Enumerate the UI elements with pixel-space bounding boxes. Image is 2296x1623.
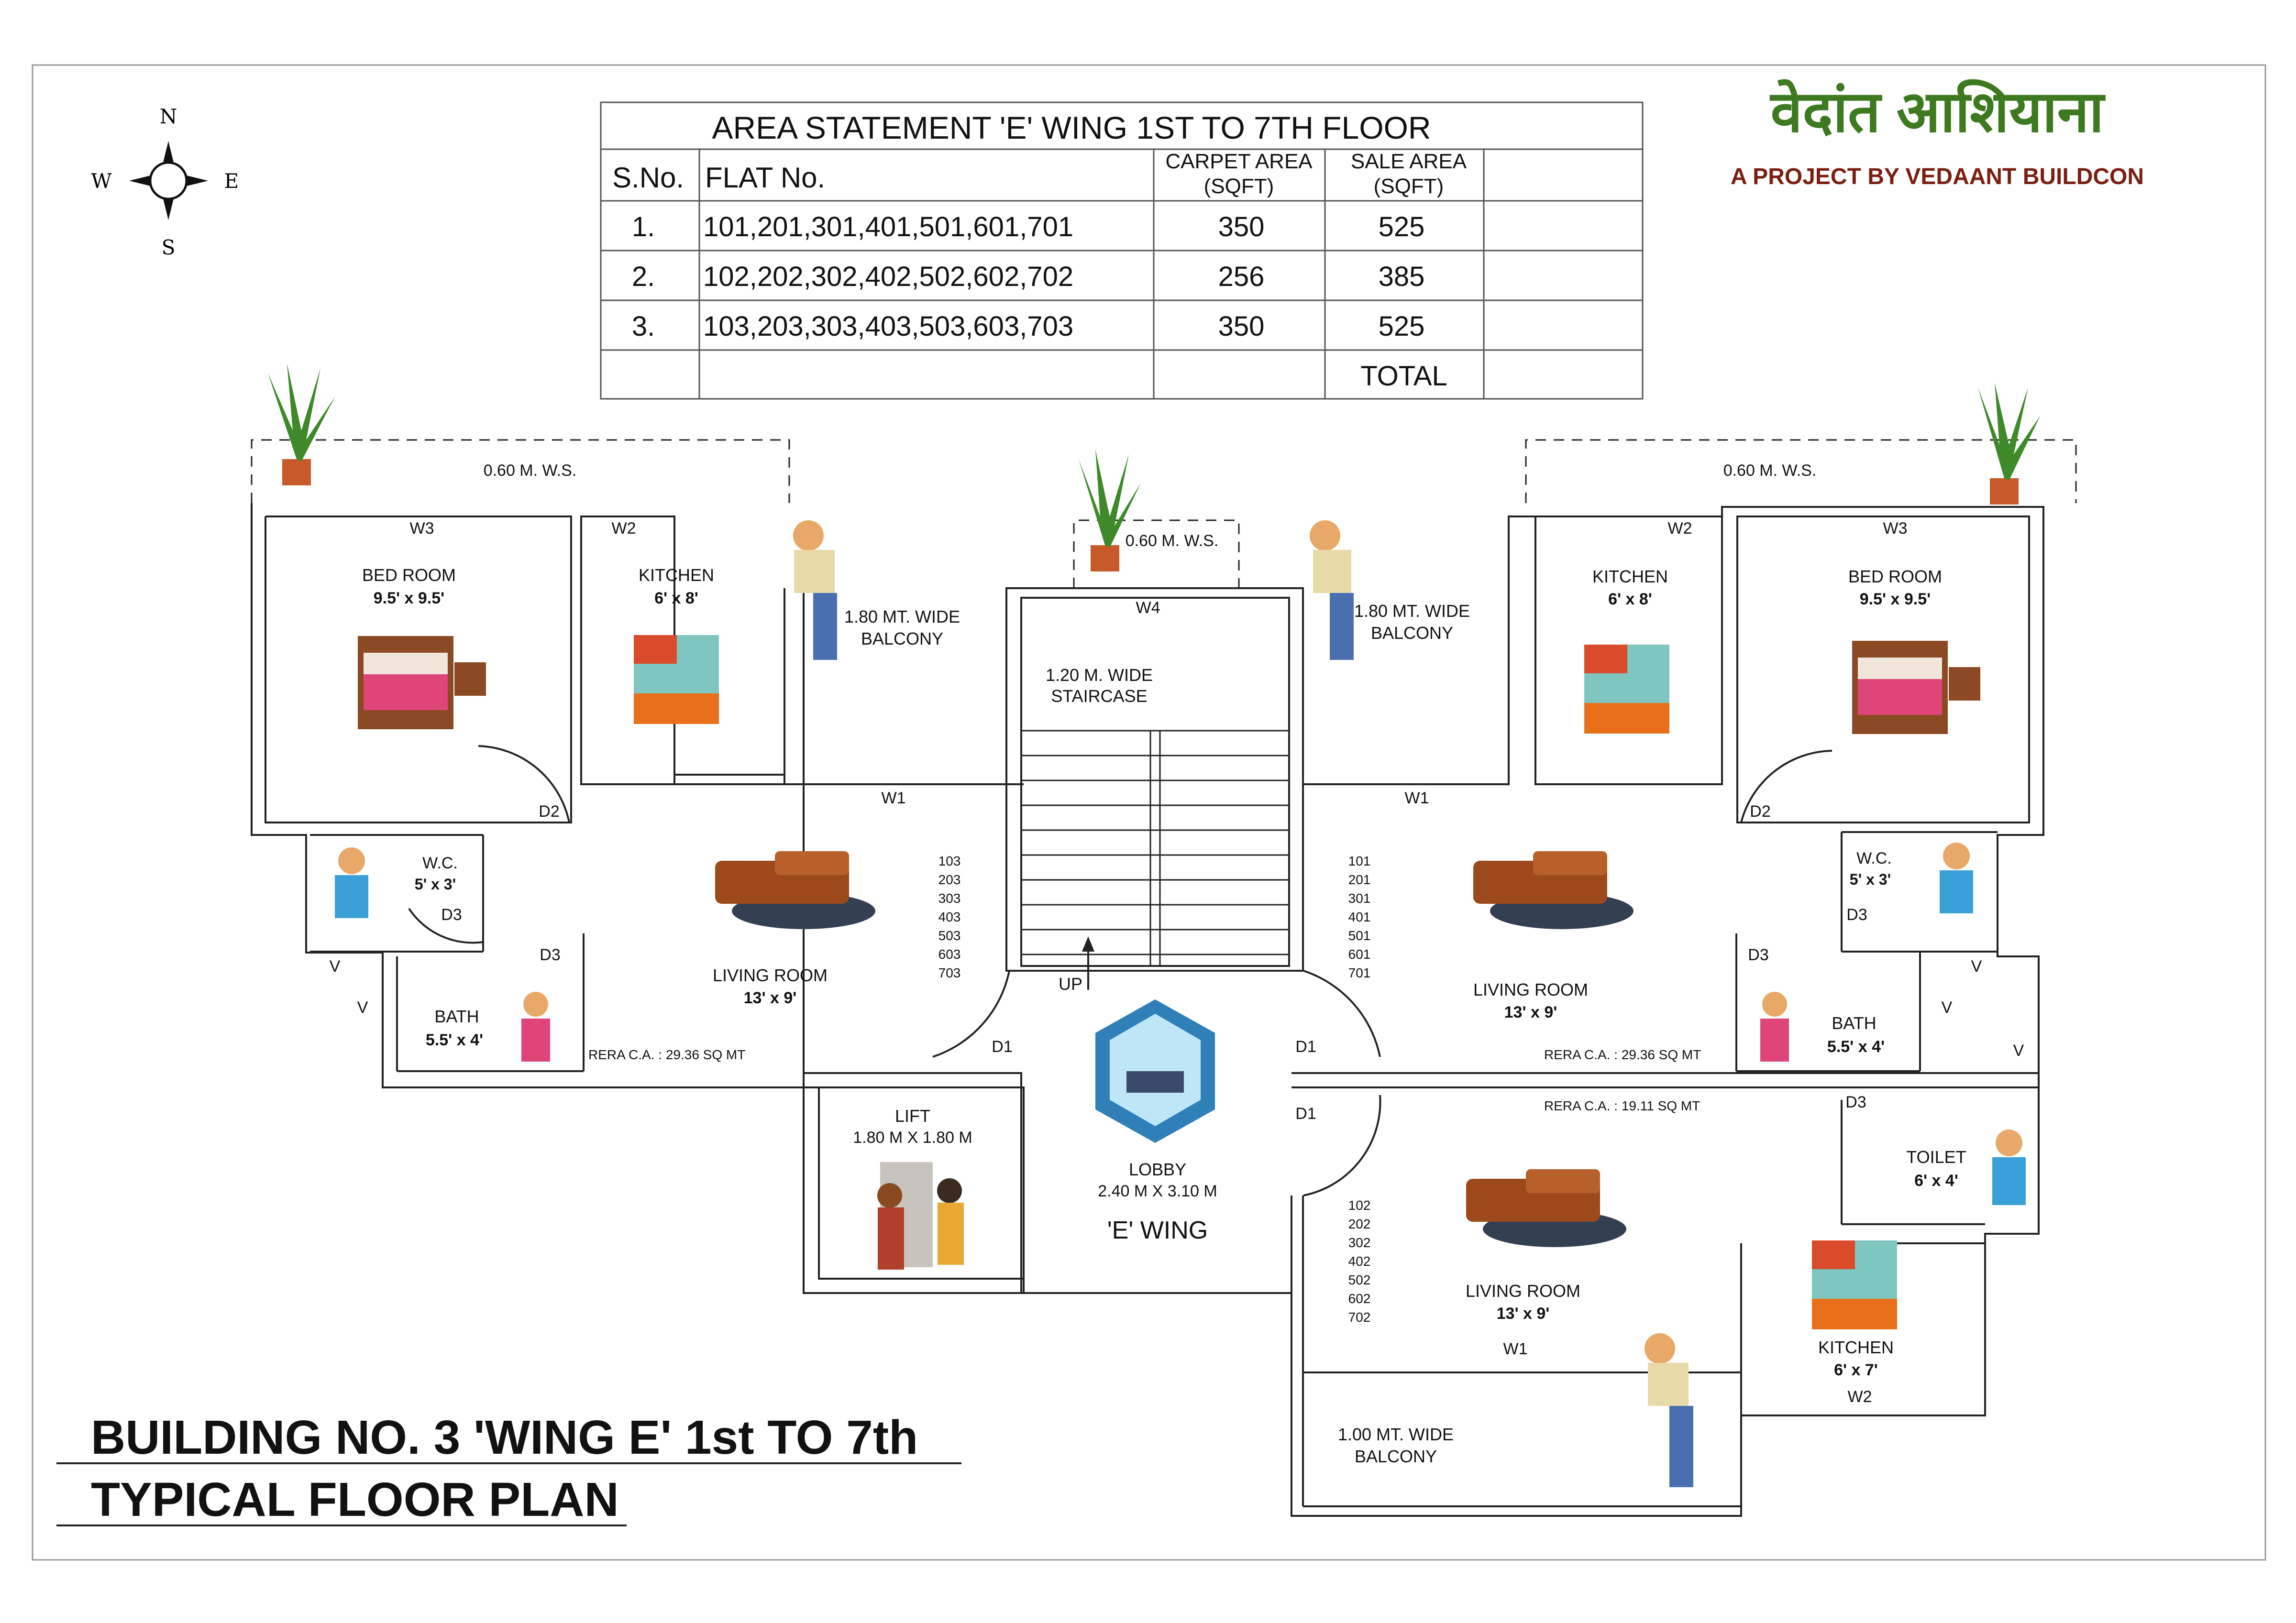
wc-right-label: W.C. [1856, 849, 1892, 867]
w2-right: W2 [1667, 519, 1692, 537]
w1-left: W1 [881, 789, 906, 807]
living-bottom-label: LIVING ROOM [1465, 1281, 1581, 1301]
w1-right: W1 [1404, 789, 1429, 807]
flat-no-r-4: 501 [1348, 928, 1371, 943]
flat-no-l-0: 103 [938, 854, 961, 868]
living-left-label: LIVING ROOM [712, 965, 828, 985]
up-arrow-icon [1082, 936, 1094, 990]
lift-people-icon [877, 1162, 964, 1270]
balcony-left-label-1: 1.80 MT. WIDE [844, 607, 960, 626]
brand-title: वेदांत आशियाना [1770, 80, 2104, 144]
sofa-icon-left [715, 851, 875, 929]
header-sale-2: (SQFT) [1373, 175, 1444, 198]
lobby-size: 2.40 M X 3.10 M [1098, 1182, 1217, 1200]
w3-left: W3 [409, 519, 434, 537]
ws-right-label: 0.60 M. W.S. [1723, 461, 1817, 480]
wc-left-size: 5' x 3' [414, 876, 456, 893]
wc-icon-left [335, 847, 368, 918]
row-3-sno: 3. [631, 311, 655, 342]
kitchen-right-label: KITCHEN [1592, 567, 1668, 586]
flat-no-r-5: 601 [1348, 947, 1371, 962]
row-1-flat: 101,201,301,401,501,601,701 [703, 211, 1074, 242]
kitchen-icon-bottom [1812, 1240, 1897, 1329]
w3-right: W3 [1883, 519, 1908, 537]
living-left-size: 13' x 9' [743, 989, 797, 1007]
bedroom-right-label: BED ROOM [1848, 567, 1943, 586]
lobby-label: LOBBY [1128, 1160, 1187, 1179]
plant-icon-right [1978, 383, 2040, 504]
sofa-icon-right [1473, 851, 1634, 929]
balcony-bottom-label-2: BALCONY [1354, 1447, 1437, 1466]
living-right-label: LIVING ROOM [1473, 980, 1589, 999]
footer-title-2: TYPICAL FLOOR PLAN [91, 1473, 619, 1526]
flat-no-r-0: 101 [1348, 854, 1371, 868]
toilet-label: TOILET [1906, 1147, 1966, 1167]
w4: W4 [1136, 599, 1160, 617]
rera-right: RERA C.A. : 29.36 SQ MT [1544, 1047, 1701, 1062]
compass-w: W [91, 169, 112, 193]
flat-no-r-1: 201 [1348, 872, 1371, 887]
bedroom-left-size: 9.5' x 9.5' [373, 589, 445, 607]
v-right-2: V [1941, 998, 1953, 1017]
person-icon-balcony-bottom [1645, 1333, 1693, 1487]
bedroom-left-label: BED ROOM [362, 565, 456, 585]
row-2-flat: 102,202,302,402,502,602,702 [703, 261, 1074, 292]
staircase-label-2: STAIRCASE [1051, 686, 1148, 706]
flat-no-b-2: 302 [1348, 1235, 1371, 1250]
balcony-bottom-label-1: 1.00 MT. WIDE [1337, 1425, 1454, 1444]
kitchen-left-size: 6' x 8' [654, 589, 698, 607]
d3-left-wc: D3 [441, 906, 462, 924]
compass-e: E [224, 169, 239, 193]
bedroom-right-size: 9.5' x 9.5' [1859, 590, 1931, 608]
person-icon-balcony-left [793, 520, 837, 660]
row-3-carpet: 350 [1218, 311, 1265, 342]
ws-center-label: 0.60 M. W.S. [1125, 532, 1219, 550]
wing-label: 'E' WING [1107, 1217, 1208, 1244]
area-statement-table [601, 102, 1643, 399]
flat-no-b-0: 102 [1348, 1198, 1371, 1213]
w2-left: W2 [611, 519, 636, 537]
flat-no-l-5: 603 [938, 947, 961, 962]
flat-no-b-1: 202 [1348, 1217, 1371, 1231]
row-3-sale: 525 [1378, 311, 1425, 342]
flat-no-r-6: 701 [1348, 965, 1371, 980]
d1-bottom: D1 [1295, 1105, 1316, 1123]
wc-right-size: 5' x 3' [1849, 871, 1891, 888]
bed-icon-right [1852, 641, 1980, 734]
area-table-title: AREA STATEMENT 'E' WING 1ST TO 7TH FLOOR [712, 110, 1431, 145]
row-2-carpet: 256 [1218, 261, 1265, 292]
v-left-2: V [357, 998, 368, 1017]
person-icon-balcony-right [1310, 520, 1354, 660]
d1-left: D1 [992, 1038, 1013, 1056]
living-bottom-size: 13' x 9' [1496, 1305, 1550, 1323]
row-total: TOTAL [1360, 361, 1447, 392]
d3-right-bath: D3 [1748, 946, 1769, 964]
sheet-border [33, 65, 2265, 1560]
balcony-right-label-1: 1.80 MT. WIDE [1354, 601, 1470, 621]
header-carpet-2: (SQFT) [1203, 175, 1274, 198]
bath-left-label: BATH [434, 1007, 479, 1026]
shower-icon-right [1760, 992, 1789, 1062]
d2-right: D2 [1750, 802, 1771, 821]
flat-numbers-right [1348, 854, 1371, 980]
toilet-size: 6' x 4' [1914, 1172, 1958, 1190]
rera-left: RERA C.A. : 29.36 SQ MT [588, 1047, 746, 1062]
sofa-icon-bottom [1466, 1169, 1626, 1247]
rera-bottom: RERA C.A. : 19.11 SQ MT [1544, 1098, 1700, 1113]
wc-left-label: W.C. [422, 854, 458, 872]
bath-right-label: BATH [1832, 1013, 1877, 1033]
header-sale-1: SALE AREA [1350, 150, 1467, 173]
kitchen-bottom-size: 6' x 7' [1834, 1361, 1878, 1379]
flat-no-l-4: 503 [938, 928, 961, 943]
v-right-3: V [2013, 1042, 2024, 1060]
plant-icon-center [1079, 450, 1141, 571]
row-1-sno: 1. [631, 211, 655, 242]
lift-label: LIFT [894, 1106, 931, 1126]
row-1-sale: 525 [1378, 211, 1425, 242]
balcony-right-label-2: BALCONY [1370, 623, 1454, 643]
ws-left-label: 0.60 M. W.S. [483, 461, 577, 480]
brand-subtitle: A PROJECT BY VEDAANT BUILDCON [1730, 164, 2144, 189]
balcony-left-label-2: BALCONY [861, 629, 944, 648]
living-right-size: 13' x 9' [1504, 1003, 1557, 1021]
w1-bottom: W1 [1503, 1340, 1528, 1358]
d2-left: D2 [539, 802, 560, 821]
compass-n: N [159, 105, 177, 128]
bath-right-size: 5.5' x 4' [1827, 1038, 1885, 1056]
d3-bottom: D3 [1845, 1093, 1866, 1111]
flat-no-r-3: 401 [1348, 910, 1371, 924]
toilet-icon-bottom [1992, 1130, 2026, 1205]
wc-icon-right [1940, 843, 1973, 913]
w2-bottom: W2 [1847, 1388, 1872, 1406]
kitchen-right-size: 6' x 8' [1608, 590, 1652, 608]
compass-rose [91, 105, 239, 259]
bed-icon-left [358, 636, 486, 729]
v-left-1: V [329, 957, 341, 976]
header-flat: FLAT No. [705, 162, 826, 194]
plant-icon-left [268, 363, 335, 485]
d1-right: D1 [1295, 1038, 1316, 1056]
kitchen-icon-right [1584, 645, 1669, 734]
stair-treads [1021, 731, 1289, 966]
up-label: UP [1058, 974, 1083, 994]
flat-no-l-3: 403 [938, 910, 961, 924]
flat-no-b-5: 602 [1348, 1291, 1371, 1306]
d3-right-wc: D3 [1846, 906, 1867, 924]
row-3-flat: 103,203,303,403,503,603,703 [703, 311, 1074, 342]
staircase-label-1: 1.20 M. WIDE [1045, 665, 1153, 685]
flat-no-b-3: 402 [1348, 1254, 1371, 1269]
header-carpet-1: CARPET AREA [1165, 150, 1313, 173]
kitchen-bottom-label: KITCHEN [1818, 1338, 1894, 1357]
compass-s: S [161, 236, 176, 259]
kitchen-left-label: KITCHEN [638, 565, 715, 585]
flat-no-b-6: 702 [1348, 1310, 1371, 1325]
flat-numbers-left [938, 854, 961, 980]
lift-size: 1.80 M X 1.80 M [853, 1129, 972, 1147]
d3-left-bath: D3 [540, 946, 561, 964]
v-right-1: V [1971, 957, 1982, 976]
kitchen-icon-left [634, 635, 719, 724]
flat-no-b-4: 502 [1348, 1272, 1371, 1287]
flat-numbers-bottom [1348, 1198, 1371, 1325]
flat-no-l-6: 703 [938, 965, 961, 980]
row-2-sale: 385 [1378, 261, 1425, 292]
row-2-sno: 2. [631, 261, 655, 292]
shower-icon-left [521, 992, 550, 1062]
row-1-carpet: 350 [1218, 211, 1265, 242]
footer-title-1: BUILDING NO. 3 'WING E' 1st TO 7th [91, 1411, 918, 1464]
flat-no-l-2: 303 [938, 891, 961, 906]
flat-no-l-1: 203 [938, 872, 961, 887]
header-sno: S.No. [612, 162, 684, 194]
flat-no-r-2: 301 [1348, 891, 1371, 906]
lobby-icon [1095, 999, 1215, 1143]
bath-left-size: 5.5' x 4' [425, 1031, 484, 1049]
